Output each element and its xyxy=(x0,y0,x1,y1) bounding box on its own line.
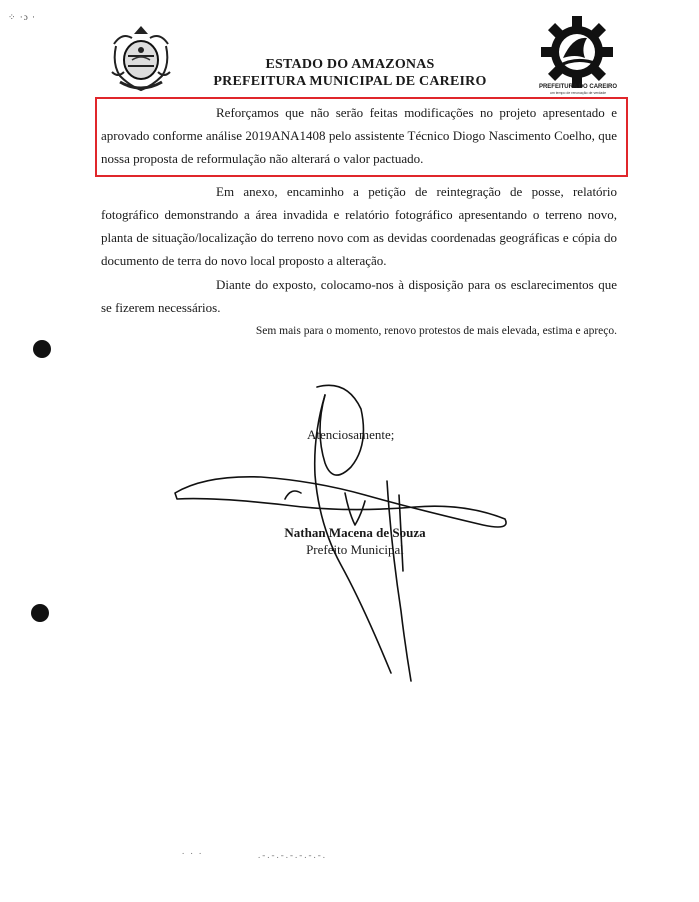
amazonas-coat-of-arms-icon xyxy=(110,24,172,94)
punch-hole-top xyxy=(33,340,51,358)
header-state: ESTADO DO AMAZONAS xyxy=(265,57,435,72)
logo-caption xyxy=(536,84,620,96)
logo-caption-line2: um tempo de renovação de verdade xyxy=(549,91,607,95)
punch-hole-bottom xyxy=(31,604,49,622)
scan-speck: .-.-.-.-.-.-.-. xyxy=(258,850,327,860)
handwritten-signature xyxy=(165,375,525,695)
greeting: Atenciosamente; xyxy=(307,427,395,442)
paragraph-2: Em anexo, encaminho a petição de reintegração de posse, relatório fotográfico demonstrando a área invadida e relatório fotográfico apresentando o terreno novo, planta de situação/localização do terreno novo com as devidas coordenadas geográficas e cópia do documento de terra do novo local proposto a alteração. xyxy=(101,184,617,268)
signer-name: Nathan Macena de Souza xyxy=(284,525,426,540)
scan-speck: . . . xyxy=(182,846,204,856)
logo-caption-line1: PREFEITURA DO CAREIRO xyxy=(538,84,618,90)
signer-title: Prefeito Municipal xyxy=(306,542,404,557)
paragraph-3: Diante do exposto, colocamo-nos à disposição para os esclarecimentos que se fizerem necessários. xyxy=(101,277,617,315)
scan-mark: ⁘ ·ɔ · xyxy=(8,12,37,22)
header-municipality: PREFEITURA MUNICIPAL DE CAREIRO xyxy=(213,74,487,89)
paragraph-1: Reforçamos que não serão feitas modificações no projeto apresentado e aprovado conforme análise 2019ANA1408 pelo assistente Técnico Diogo Nascimento Coelho, que nossa proposta de reformulação não alterará o valor pactuado. xyxy=(101,105,617,166)
closing-line: Sem mais para o momento, renovo protestos de mais elevada, estima e apreço. xyxy=(255,325,617,337)
